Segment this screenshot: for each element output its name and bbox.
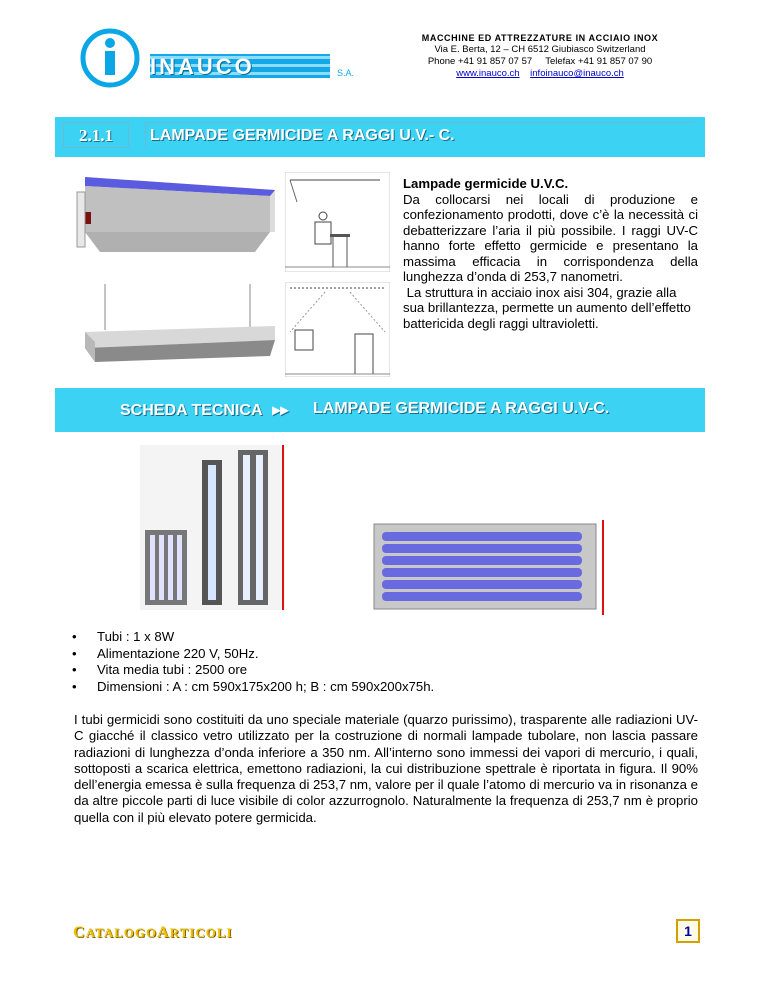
info-i-circle-icon <box>83 31 137 85</box>
lamp-installation-sketch-2 <box>285 282 390 377</box>
company-address: Via E. Berta, 12 – CH 6512 Giubiasco Switzerland <box>434 44 646 55</box>
company-links <box>390 68 690 80</box>
description-title: Lampade germicide U.V.C. <box>403 176 569 191</box>
technical-sheet-subtitle: LAMPADE GERMICIDE A RAGGI U.V-C. <box>313 400 610 417</box>
double-arrow-icon: ▸▸ <box>272 402 289 419</box>
spec-lifetime: • Vita media tubi : 2500 ore <box>72 662 434 679</box>
catalog-label <box>73 924 233 942</box>
tube-lamp-units-photo <box>140 445 285 610</box>
company-header <box>390 32 690 80</box>
fax: Telefax +41 91 857 07 90 <box>545 56 653 67</box>
lamp-installation-sketch-1 <box>285 172 390 272</box>
catalog-a: A <box>157 924 170 941</box>
page-number: 1 <box>676 919 700 943</box>
company-phones <box>390 56 690 68</box>
company-tagline: MACCHINE ED ATTREZZATURE IN ACCIAIO INOX <box>421 33 659 43</box>
catalog-rest-2: RTICOLI <box>169 925 233 940</box>
description-paragraph-2: La struttura in acciaio inox aisi 304, grazie alla sua brillantezza, permette un aumento dell’effetto battericida degli raggi ultravioletti. <box>403 284 695 331</box>
product-description <box>403 176 698 331</box>
specs-list <box>72 629 434 695</box>
catalog-c: C <box>73 924 86 941</box>
germicidal-lamp-photo-2 <box>75 282 285 377</box>
website-link[interactable]: www.inauco.ch <box>456 68 520 79</box>
body-paragraph: I tubi germicidi sono costituiti da uno speciale materiale (quarzo purissimo), trasparente alle radiazioni UV-C giacché il classico vetro utilizzato per la costruzione di normali lampade tubolare, non lascia passare radiazioni di lunghezza d’onda inferiore a 350 nm. All’interno sono immessi dei vapori di mercurio, i quali, sottoposti a scarica elettrica, emettono radiazioni, la cui distribuzione spettrale è riportata in figura. Il 90% dell’energia emessa è sulla frequenza di 253,7 nm, valore per il quale l’atomo di mercurio va in risonanza e da altre piccole parti di luce visibile di color azzurrognolo. Naturalmente la frequenza di 253,7 nm è proprio quella con il più elevato potere germicida. <box>74 712 698 825</box>
multi-tube-panel-photo <box>370 520 605 615</box>
description-paragraph-1: Da collocarsi nei locali di produzione e confezionamento prodotti, dove c’è la necessità ci debatterizzare l’aria il più possibile. I raggi UV-C hanno forte effetto germicide e presentano la massima efficacia in corrispondenza della lunghezza d’onda di 253,7 nanometri. <box>403 191 698 284</box>
spec-power: • Alimentazione 220 V, 50Hz. <box>72 646 434 663</box>
spec-tubes: • Tubi : 1 x 8W <box>72 629 434 646</box>
brand-name: INAUCO <box>150 54 255 79</box>
technical-sheet-label <box>120 400 288 420</box>
email-link[interactable]: infoinauco@inauco.ch <box>530 68 624 79</box>
phone: Phone +41 91 857 07 57 <box>427 56 533 67</box>
catalog-rest-1: ATALOGO <box>85 925 158 940</box>
technical-sheet-text: SCHEDA TECNICA <box>120 402 262 419</box>
brand-suffix: S.A. <box>337 68 355 78</box>
section-title: LAMPADE GERMICIDE A RAGGI U.V.- C. <box>145 122 695 148</box>
spec-dimensions: • Dimensioni : A : cm 590x175x200 h; B : cm 590x200x75h. <box>72 679 434 696</box>
germicidal-lamp-photo-1 <box>75 172 285 272</box>
section-number: 2.1.1 <box>63 122 129 148</box>
